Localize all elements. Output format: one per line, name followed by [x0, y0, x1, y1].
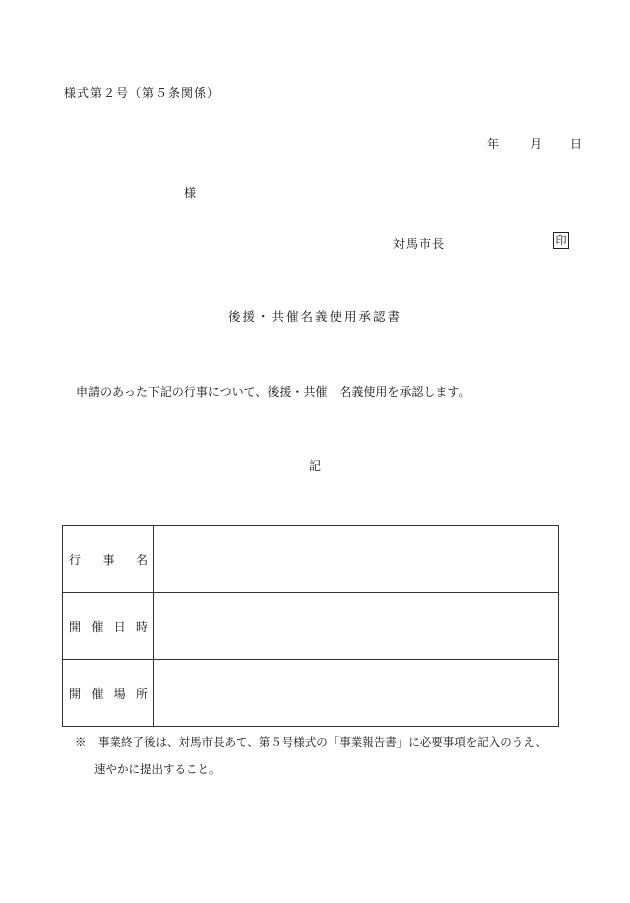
details-table: [62, 525, 559, 727]
body-text: 申請のあった下記の行事について、後援・共催 名義使用を承認します。: [76, 385, 471, 399]
event-name-label: [63, 526, 154, 593]
issuer-name: 対馬市長: [393, 237, 446, 251]
label-char: 名: [135, 552, 148, 567]
datetime-label: [63, 593, 154, 660]
note-line-2: 速やかに提出すること。: [94, 762, 221, 776]
venue-value[interactable]: [154, 660, 559, 727]
label-char: 開: [69, 619, 82, 634]
venue-label: [63, 660, 154, 727]
datetime-value[interactable]: [154, 593, 559, 660]
label-char: 時: [135, 619, 148, 634]
seal-stamp: 印: [553, 232, 569, 249]
table-row-event-name: [63, 526, 559, 593]
note-line-1: ※ 事業終了後は、対馬市長あて、第５号様式の「事業報告書」に必要事項を記入のうえ、: [75, 735, 547, 749]
table-row-datetime: [63, 593, 559, 660]
label-char: 場: [113, 686, 126, 701]
label-char: 行: [69, 552, 82, 567]
ki-heading: 記: [308, 459, 321, 473]
form-number: 様式第２号（第５条関係）: [64, 86, 221, 100]
document-title: 後援・共催名義使用承認書: [227, 309, 402, 324]
event-name-value[interactable]: [154, 526, 559, 593]
date-day-label: 日: [570, 137, 583, 151]
label-char: 所: [135, 686, 148, 701]
date-year-label: 年: [487, 137, 500, 151]
label-char: 催: [91, 619, 104, 634]
label-char: 日: [113, 619, 126, 634]
date-month-label: 月: [530, 137, 543, 151]
label-char: 開: [69, 686, 82, 701]
label-char: 催: [91, 686, 104, 701]
label-char: 事: [102, 552, 115, 567]
table-row-venue: [63, 660, 559, 727]
addressee-suffix: 様: [184, 186, 197, 200]
